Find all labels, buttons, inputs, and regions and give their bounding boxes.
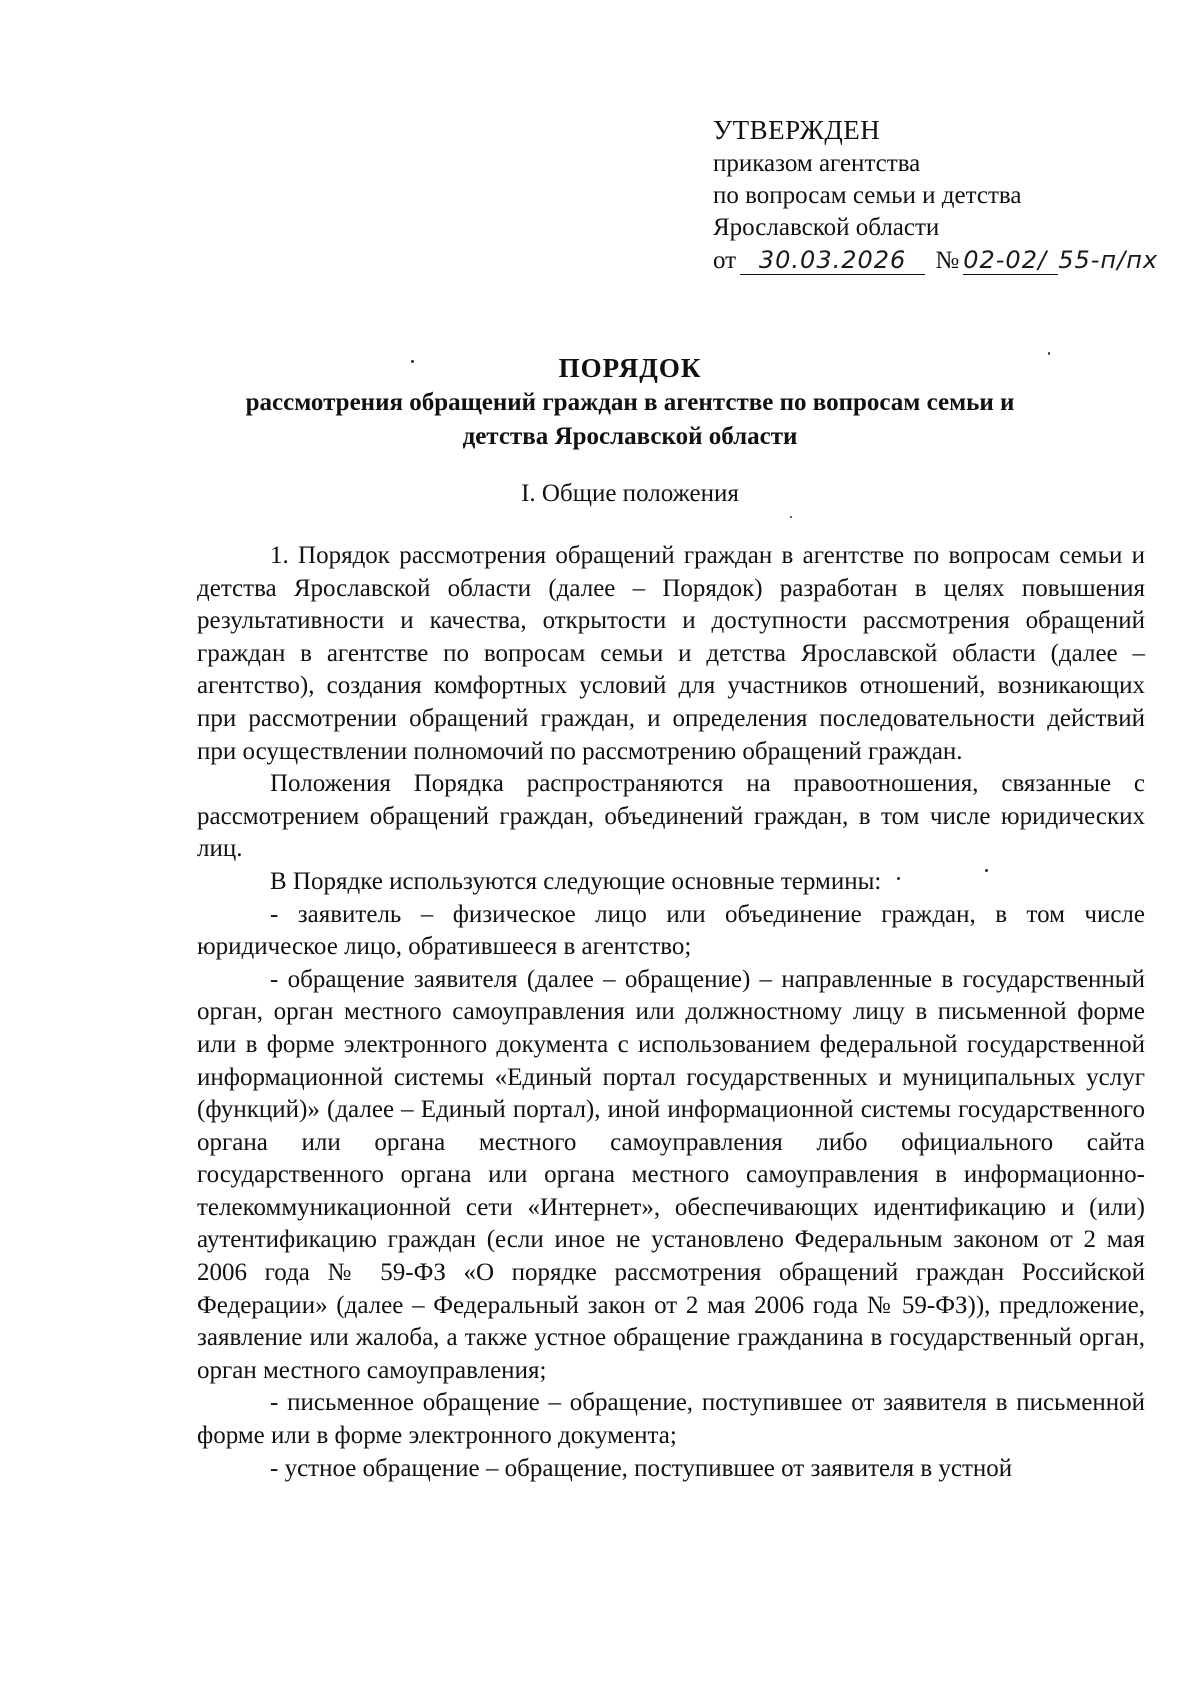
scan-speck xyxy=(411,360,414,363)
order-date-handwritten: 30.03.2026 xyxy=(740,246,925,275)
number-prefix: № xyxy=(935,247,960,274)
paragraph: В Порядке используются следующие основные термины: xyxy=(270,867,882,895)
order-number-suffix-handwritten: 55-п/пх xyxy=(1058,246,1159,274)
paragraph: - заявитель – физическое лицо или объединение граждан, в том числе юридическое лицо, обратившееся в агентство; xyxy=(197,900,1145,961)
date-prefix: от xyxy=(713,247,737,274)
document-subtitle: рассмотрения обращений граждан в агентстве по вопросам семьи и детства Ярославской области xyxy=(245,389,1015,450)
scan-speck xyxy=(1048,352,1050,355)
paragraph: - устное обращение – обращение, поступившее от заявителя в устной xyxy=(270,1454,1013,1482)
scan-speck xyxy=(897,877,900,880)
document-title: ПОРЯДОК xyxy=(558,353,702,383)
paragraph: - письменное обращение – обращение, поступившее от заявителя в письменной форме или в форме электронного документа; xyxy=(197,1389,1145,1450)
order-number-handwritten: 02-02/ xyxy=(963,246,1058,275)
document-title-block xyxy=(130,350,1130,454)
paragraph: Положения Порядка распространяются на правоотношения, связанные с рассмотрением обращений граждан, объединений граждан, в том числе юридических лиц. xyxy=(197,770,1145,863)
scan-speck xyxy=(985,869,988,872)
approval-line-2: по вопросам семьи и детства xyxy=(713,182,1022,209)
approval-title: УТВЕРЖДЕН xyxy=(713,115,881,145)
approval-stamp xyxy=(713,112,1183,282)
approval-line-3: Ярославской области xyxy=(713,214,940,241)
scan-speck xyxy=(790,516,792,518)
approval-line-1: приказом агентства xyxy=(713,150,921,177)
document-body xyxy=(197,540,1145,1485)
paragraph: 1. Порядок рассмотрения обращений граждан в агентстве по вопросам семьи и детства Ярославской области (далее – Порядок) разработан в целях повышения результативности и качества, открытости и доступности рассмотрения обращений граждан в агентстве по вопросам семьи и детства Ярославской области (далее – агентство), создания комфортных условий для участников отношений, возникающих при рассмотрении обращений граждан, и определения последовательности действий при осуществлении полномочий по рассмотрению обращений граждан. xyxy=(197,542,1145,765)
paragraph: - обращение заявителя (далее – обращение) – направленные в государственный орган, орган местного самоуправления или должностному лицу в письменной форме или в форме электронного документа с использованием федеральной государственной информационной системы «Единый портал государственных и муниципальных услуг (функций)» (далее – Единый портал), иной информационной системы государственного органа или органа местного самоуправления либо официального сайта государственного органа или органа местного самоуправления в информационно-телекоммуникационной сети «Интернет», обеспечивающих идентификацию и (или) аутентификацию граждан (если иное не установлено Федеральным законом от 2 мая 2006 года № 59-ФЗ «О порядке рассмотрения обращений граждан Российской Федерации» (далее – Федеральный закон от 2 мая 2006 года № 59-ФЗ)), предложение, заявление или жалоба, а также устное обращение гражданина в государственный орган, орган местного самоуправления; xyxy=(197,965,1145,1384)
section-heading: I. Общие положения xyxy=(521,480,739,507)
approval-date-number-line xyxy=(713,244,1183,282)
